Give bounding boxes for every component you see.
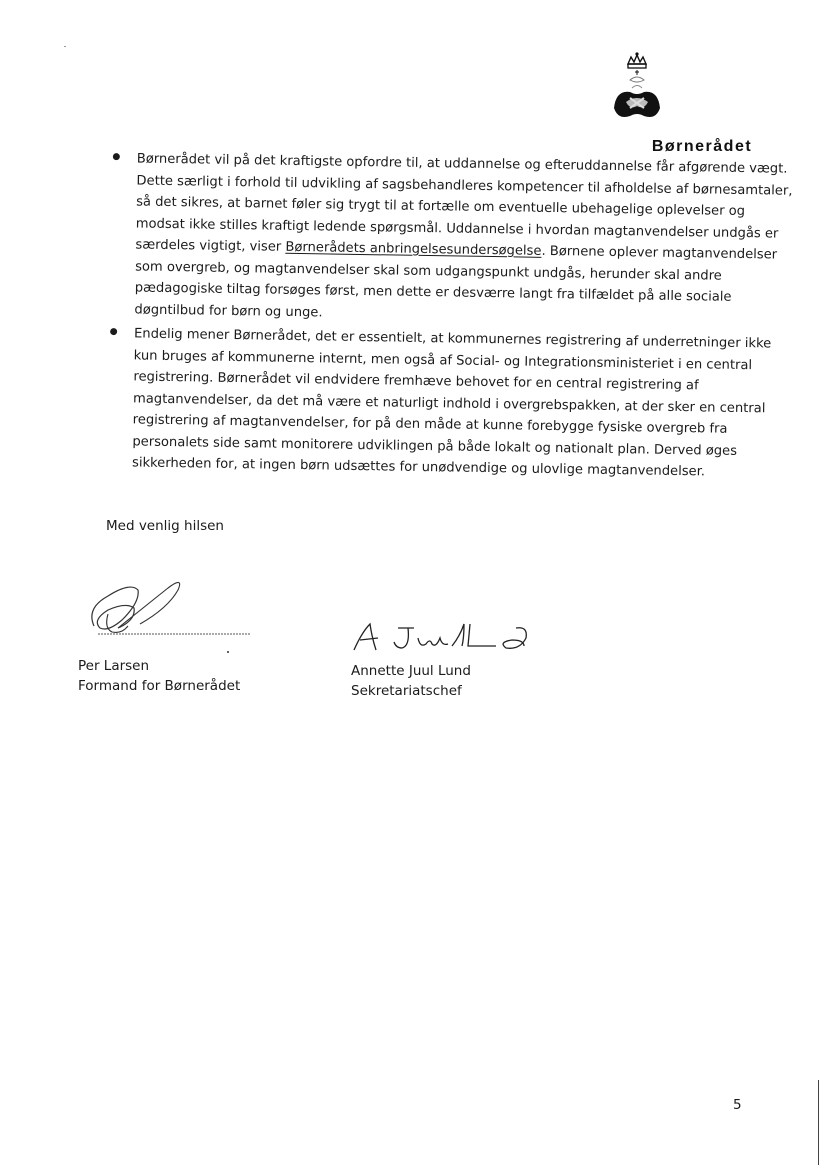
report-link[interactable]: Børnerådets anbringelsesundersøgelse [285,239,542,259]
signatory-title: Formand for Børnerådet [78,678,241,694]
borneraadet-logo [604,50,770,160]
text-segment: særdeles vigtigt, viser [135,237,286,255]
logo-wordmark: Børnerådet [651,138,753,155]
letter-body [103,148,793,487]
closing-greeting: Med venlig hilsen [106,518,224,534]
signatory-name: Annette Juul Lund [351,663,471,679]
bullet-list [103,148,793,484]
signature-annette-juul-lund [348,616,538,662]
text-line: kun bruges af kommunerne internt, men også af Social- og Integrationsministeriet i en central [133,347,753,373]
text-line: registrering af magtanvendelser, for på den måde at kunne forebygge fysiske overgreb fra [132,412,728,437]
text-segment: . Børnene oplever magtanvendelser [541,243,778,263]
bullet-item-registration [103,323,772,484]
text-line: så det sikres, at barnet føler sig trygt til at fortælle om eventuelle ubehagelige oplevelser og [136,194,746,220]
text-line: Dette særligt i forhold til udvikling af sagsbehandleres kompetencer til afholdelse af børnesamtaler, [136,172,793,199]
signatory-per-larsen [78,656,240,696]
signatory-title: Sekretariatschef [351,683,462,699]
text-line: registrering. Børnerådet vil endvidere fremhæve behovet for en central registrering af [133,369,699,394]
text-line: Børnerådet vil på det kraftigste opfordre til, at uddannelse og efteruddannelse får afgørende vægt. [136,151,788,177]
scan-speck [64,46,66,47]
text-line: magtanvendelser, da det må være et naturligt indhold i overgrebspakken, at der sker en central [132,390,766,416]
crown-emblem-icon [608,50,668,130]
signature-per-larsen [78,568,258,660]
page-number: 5 [733,1097,742,1113]
bullet-icon [110,328,117,335]
text-line: som overgreb, og magtanvendelser skal som udgangspunkt undgås, herunder skal andre [135,258,722,284]
bullet-icon [113,153,120,160]
text-line: sikkerheden for, at ingen børn udsættes for unødvendige og ulovlige magtanvendelser. [131,455,706,480]
scan-edge-line [818,1080,819,1165]
text-line: modsat ikke stilles kraftigt ledende spørgsmål. Uddannelse i hvordan magtanvendelser undgås er [135,215,779,242]
text-line: pædagogiske tiltag forsøges først, men dette er desværre langt fra tilfældet på alle sociale [134,280,732,305]
signatory-annette-juul-lund [351,661,471,701]
text-line: Endelig mener Børnerådet, det er essentielt, at kommunernes registrering af underretninger ikke [133,326,772,352]
text-line: døgntilbud for børn og unge. [134,301,323,320]
bullet-item-education [105,148,793,330]
signatory-name: Per Larsen [78,658,150,674]
text-line: personalets side samt monitorere udviklingen på både lokalt og nationalt plan. Derved øges [132,433,738,459]
